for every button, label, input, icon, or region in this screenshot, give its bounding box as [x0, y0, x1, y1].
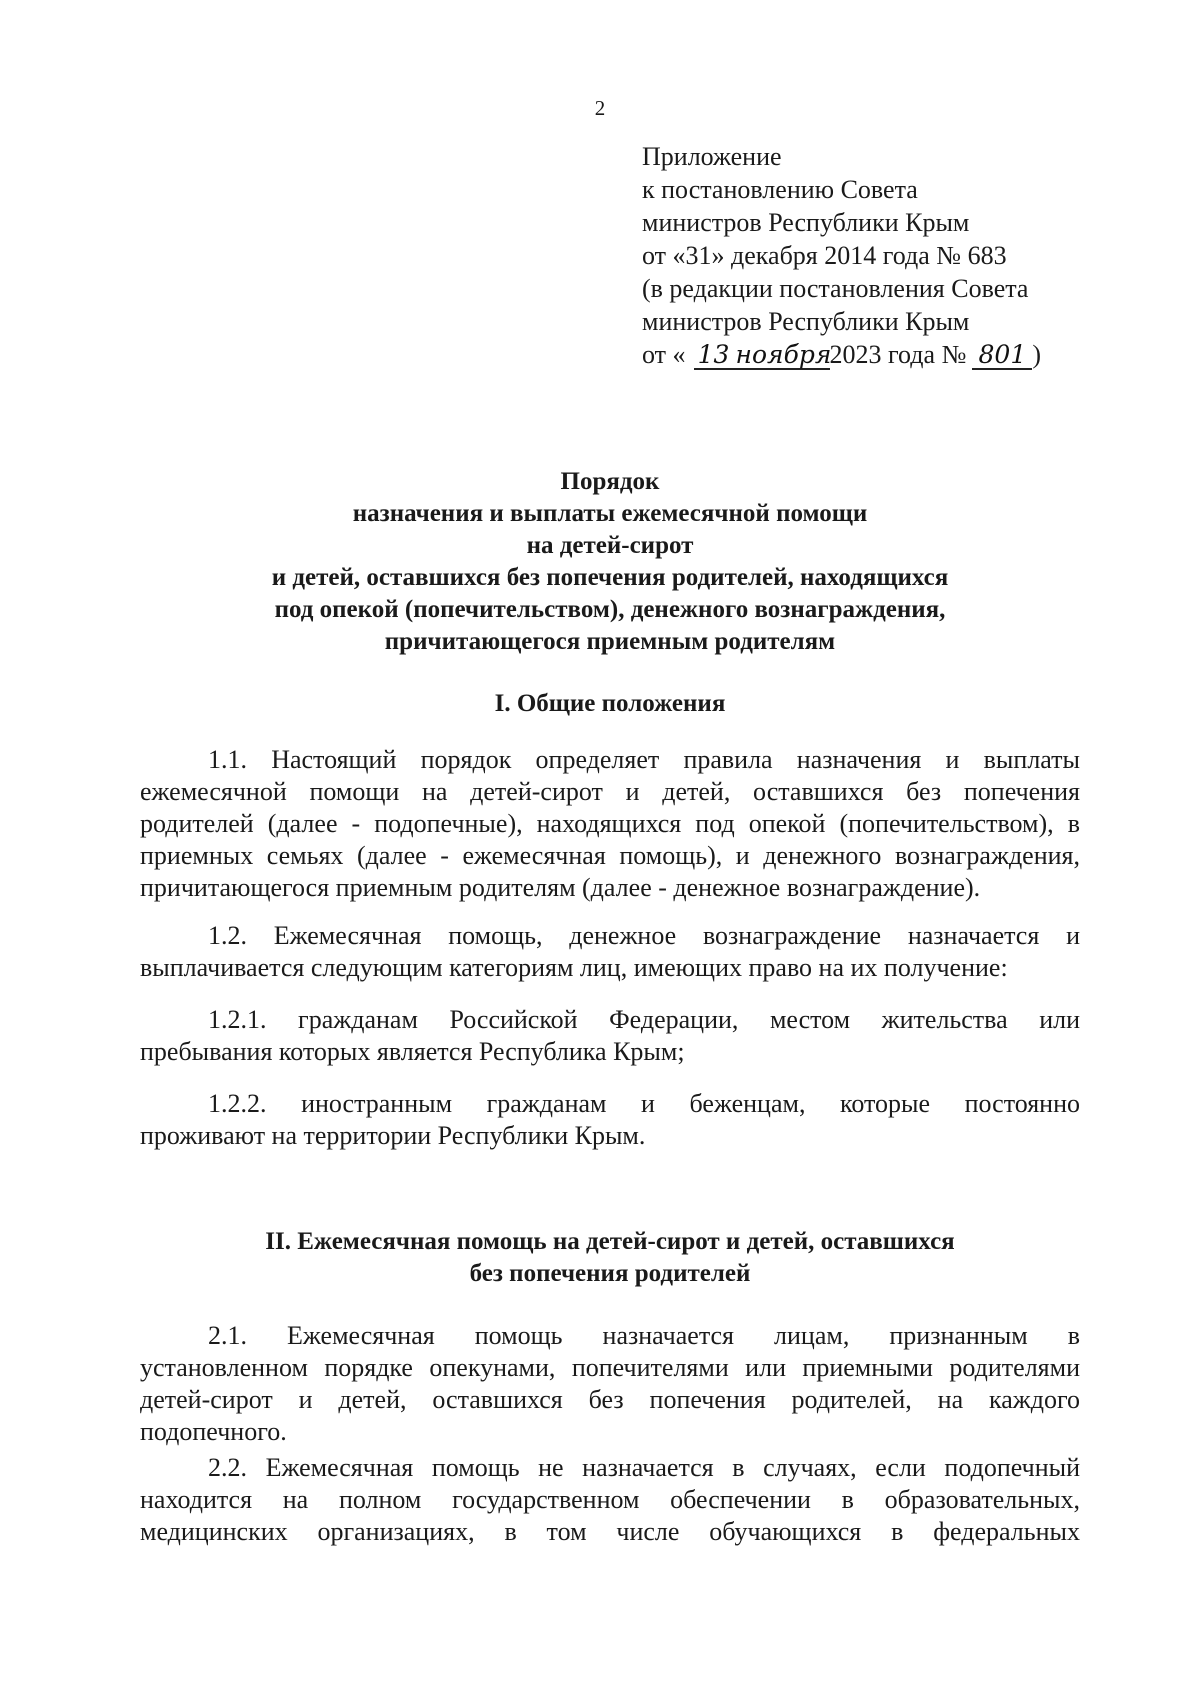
paragraph-line: детей-сирот и детей, оставшихся без попечения родителей, на каждого	[140, 1385, 1080, 1414]
paragraph-line: 1.2.1. гражданам Российской Федерации, местом жительства или	[208, 1005, 1080, 1034]
appendix-line: (в редакции постановления Совета	[642, 274, 1029, 303]
paragraph-line: медицинских организациях, в том числе обучающихся в федеральных	[140, 1517, 1080, 1546]
paragraph-line: 2.2. Ежемесячная помощь не назначается в случаях, если подопечный	[208, 1453, 1080, 1482]
paragraph-1-2-2	[140, 1088, 1080, 1152]
paragraph-line: подопечного.	[140, 1417, 287, 1446]
title-line: и детей, оставшихся без попечения родителей, находящихся	[271, 564, 949, 591]
paragraph-line: ежемесячной помощи на детей-сирот и детей, оставшихся без попечения	[140, 777, 1080, 806]
paragraph-line: причитающегося приемным родителям (далее - денежное вознаграждение).	[140, 873, 981, 902]
title-line: назначения и выплаты ежемесячной помощи	[352, 500, 868, 527]
paragraph-line: родителей (далее - подопечные), находящихся под опекой (попечительством), в	[140, 809, 1080, 838]
appendix-line: министров Республики Крым	[642, 307, 970, 336]
paragraph-line: находится на полном государственном обеспечении в образовательных,	[140, 1485, 1080, 1514]
title-line: на детей-сирот	[526, 532, 694, 559]
appendix-line: от «31» декабря 2014 года № 683	[642, 241, 1007, 270]
appendix-date-line	[642, 338, 1112, 371]
appendix-line: к постановлению Совета	[642, 175, 918, 204]
appendix-line: Приложение	[642, 142, 782, 171]
paragraph-line: проживают на территории Республики Крым.	[140, 1121, 646, 1150]
date-suffix: 2023 года №	[829, 340, 967, 369]
paragraph-line: пребывания которых является Республика Крым;	[140, 1037, 685, 1066]
title-line: Порядок	[560, 468, 660, 495]
paragraph-1-2-1	[140, 1004, 1080, 1068]
appendix-line: министров Республики Крым	[642, 208, 970, 237]
paragraph-line: 1.2.2. иностранным гражданам и беженцам, которые постоянно	[208, 1089, 1080, 1118]
document-title	[140, 466, 1080, 658]
handwritten-month: ноября	[735, 340, 832, 369]
paragraph-line: приемных семьях (далее - ежемесячная помощь), и денежного вознаграждения,	[140, 841, 1080, 870]
paragraph-line: 1.1. Настоящий порядок определяет правила назначения и выплаты	[208, 745, 1080, 774]
section-2-heading	[140, 1226, 1080, 1290]
date-prefix: от «	[642, 340, 686, 369]
paragraph-line: установленном порядке опекунами, попечителями или приемными родителями	[140, 1353, 1080, 1382]
section-1-heading: I. Общие положения	[494, 690, 726, 717]
paragraph-2-2	[140, 1452, 1080, 1548]
section-2-heading-line: II. Ежемесячная помощь на детей-сирот и детей, оставшихся	[265, 1228, 955, 1255]
paragraph-2-1	[140, 1320, 1080, 1448]
title-line: причитающегося приемным родителям	[384, 628, 836, 655]
section-2-heading-line: без попечения родителей	[469, 1260, 751, 1287]
page-number: 2	[594, 96, 606, 120]
paragraph-line: 2.1. Ежемесячная помощь назначается лицам, признанным в	[208, 1321, 1080, 1350]
paragraph-1-2	[140, 920, 1080, 984]
handwritten-day: 13	[694, 342, 734, 370]
handwritten-number: 801	[972, 342, 1032, 370]
paragraph-line: выплачивается следующим категориям лиц, имеющих право на их получение:	[140, 953, 1008, 982]
appendix-block	[642, 140, 1112, 371]
title-line: под опекой (попечительством), денежного вознаграждения,	[274, 596, 946, 623]
paragraph-line: 1.2. Ежемесячная помощь, денежное вознаграждение назначается и	[208, 921, 1080, 950]
paragraph-1-1	[140, 744, 1080, 904]
closing-paren: )	[1032, 340, 1042, 369]
